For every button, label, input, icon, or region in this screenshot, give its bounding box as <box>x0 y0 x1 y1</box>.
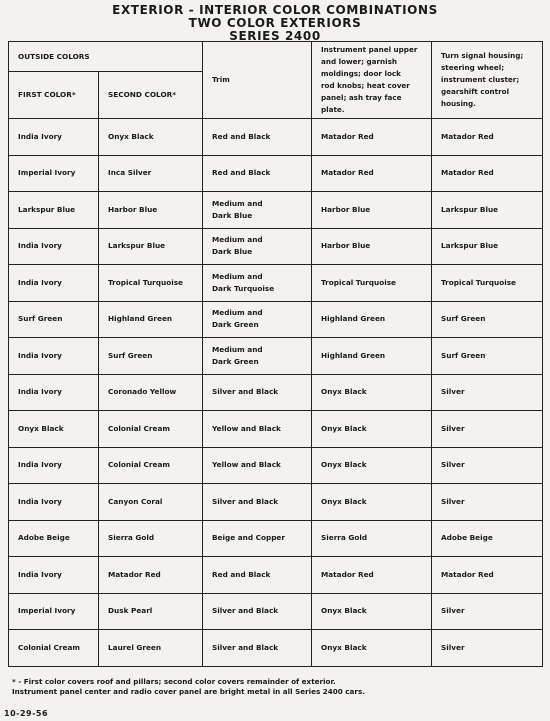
trim-cell <box>203 484 312 521</box>
second-color-cell: Colonial Cream <box>99 411 203 448</box>
second-color-cell: Sierra Gold <box>99 520 203 557</box>
trim-line: Beige and Copper <box>212 533 285 543</box>
trim-line: Silver and Black <box>212 642 279 652</box>
header-line: gearshift control <box>441 87 510 96</box>
panel-color-cell: Onyx Black <box>312 484 432 521</box>
second-color-cell: Surf Green <box>99 338 203 375</box>
trim-cell <box>203 557 312 594</box>
table-row <box>9 630 543 667</box>
table-body <box>9 119 543 667</box>
trim-line: Yellow and Black <box>212 423 281 433</box>
table-row <box>9 520 543 557</box>
trim-cell <box>203 301 312 338</box>
first-color-cell: Adobe Beige <box>9 520 99 557</box>
turn-signal-color-cell: Surf Green <box>432 301 543 338</box>
panel-color-cell: Onyx Black <box>312 630 432 667</box>
turn-signal-color-cell: Adobe Beige <box>432 520 543 557</box>
header-line: plate. <box>321 105 345 114</box>
trim-line: Medium and <box>212 344 263 354</box>
turn-signal-color-cell: Matador Red <box>432 557 543 594</box>
table-row <box>9 338 543 375</box>
trim-cell <box>203 593 312 630</box>
panel-color-cell: Onyx Black <box>312 593 432 630</box>
trim-cell <box>203 155 312 192</box>
second-color-cell: Tropical Turquoise <box>99 265 203 302</box>
turn-signal-color-cell: Silver <box>432 484 543 521</box>
table-row <box>9 557 543 594</box>
turn-signal-color-cell: Silver <box>432 411 543 448</box>
trim-cell <box>203 447 312 484</box>
color-combinations-table <box>8 41 543 667</box>
header-line: steering wheel; <box>441 63 505 72</box>
trim-line: Medium and <box>212 271 263 281</box>
panel-color-cell: Harbor Blue <box>312 192 432 229</box>
trim-line: Medium and <box>212 198 263 208</box>
header-line: rod knobs; heat cover <box>321 81 410 90</box>
footnote-line-2: Instrument panel center and radio cover panel are bright metal in all Series 2400 cars. <box>12 687 365 696</box>
turn-signal-color-cell: Silver <box>432 374 543 411</box>
trim-line: Yellow and Black <box>212 460 281 470</box>
first-color-cell: Colonial Cream <box>9 630 99 667</box>
first-color-cell: India Ivory <box>9 228 99 265</box>
second-color-cell: Matador Red <box>99 557 203 594</box>
second-color-cell: Inca Silver <box>99 155 203 192</box>
first-color-cell: Imperial Ivory <box>9 155 99 192</box>
header-line: housing. <box>441 99 476 108</box>
first-color-cell: Onyx Black <box>9 411 99 448</box>
trim-cell <box>203 338 312 375</box>
panel-color-cell: Harbor Blue <box>312 228 432 265</box>
trim-cell <box>203 411 312 448</box>
turn-signal-color-cell: Matador Red <box>432 119 543 156</box>
second-color-cell: Laurel Green <box>99 630 203 667</box>
first-color-cell: Surf Green <box>9 301 99 338</box>
header-line: panel; ash tray face <box>321 93 402 102</box>
trim-line: Red and Black <box>212 569 271 579</box>
table-row <box>9 265 543 302</box>
header-line: instrument cluster; <box>441 75 520 84</box>
table-row <box>9 484 543 521</box>
page-title: EXTERIOR - INTERIOR COLOR COMBINATIONS <box>112 3 438 17</box>
turn-signal-color-cell: Tropical Turquoise <box>432 265 543 302</box>
panel-color-cell: Onyx Black <box>312 447 432 484</box>
first-color-cell: India Ivory <box>9 265 99 302</box>
turn-signal-color-cell: Matador Red <box>432 155 543 192</box>
second-color-cell: Canyon Coral <box>99 484 203 521</box>
panel-color-cell: Tropical Turquoise <box>312 265 432 302</box>
header-line: and lower; garnish <box>321 57 397 66</box>
table-row <box>9 411 543 448</box>
panel-color-cell: Matador Red <box>312 155 432 192</box>
turn-signal-header <box>432 42 543 119</box>
trim-cell <box>203 228 312 265</box>
page-subtitle: TWO COLOR EXTERIORS <box>188 16 362 30</box>
trim-cell <box>203 119 312 156</box>
first-color-cell: India Ivory <box>9 484 99 521</box>
first-color-cell: Imperial Ivory <box>9 593 99 630</box>
table-row <box>9 301 543 338</box>
trim-header: Trim <box>203 42 312 119</box>
table-row <box>9 155 543 192</box>
trim-line: Red and Black <box>212 168 271 178</box>
second-color-cell: Larkspur Blue <box>99 228 203 265</box>
first-color-cell: India Ivory <box>9 447 99 484</box>
trim-cell <box>203 374 312 411</box>
turn-signal-color-cell: Surf Green <box>432 338 543 375</box>
first-color-cell: India Ivory <box>9 119 99 156</box>
trim-line: Dark Blue <box>212 210 253 220</box>
trim-line: Medium and <box>212 308 263 318</box>
table-row <box>9 119 543 156</box>
trim-line: Silver and Black <box>212 496 279 506</box>
document-date: 10-29-56 <box>4 709 49 718</box>
second-color-cell: Harbor Blue <box>99 192 203 229</box>
table-row <box>9 593 543 630</box>
table-row <box>9 228 543 265</box>
table-row <box>9 374 543 411</box>
panel-color-cell: Onyx Black <box>312 374 432 411</box>
first-color-cell: India Ivory <box>9 557 99 594</box>
panel-color-cell: Matador Red <box>312 557 432 594</box>
panel-color-cell: Highland Green <box>312 301 432 338</box>
panel-color-cell: Onyx Black <box>312 411 432 448</box>
trim-line: Dark Turquoise <box>212 283 275 293</box>
trim-cell <box>203 630 312 667</box>
second-color-cell: Dusk Pearl <box>99 593 203 630</box>
trim-cell <box>203 520 312 557</box>
header-line: Instrument panel upper <box>321 45 418 54</box>
table-row <box>9 192 543 229</box>
trim-line: Red and Black <box>212 131 271 141</box>
second-color-cell: Onyx Black <box>99 119 203 156</box>
second-color-header: SECOND COLOR* <box>99 72 203 119</box>
first-color-cell: India Ivory <box>9 374 99 411</box>
turn-signal-color-cell: Silver <box>432 630 543 667</box>
turn-signal-color-cell: Larkspur Blue <box>432 192 543 229</box>
second-color-cell: Colonial Cream <box>99 447 203 484</box>
trim-line: Silver and Black <box>212 606 279 616</box>
trim-cell <box>203 265 312 302</box>
trim-line: Dark Green <box>212 356 259 366</box>
panel-color-cell: Highland Green <box>312 338 432 375</box>
trim-cell <box>203 192 312 229</box>
turn-signal-color-cell: Silver <box>432 447 543 484</box>
panel-color-cell: Sierra Gold <box>312 520 432 557</box>
trim-line: Medium and <box>212 235 263 245</box>
header-line: Turn signal housing; <box>441 51 524 60</box>
series-label: SERIES 2400 <box>229 29 321 43</box>
first-color-header: FIRST COLOR* <box>9 72 99 119</box>
turn-signal-color-cell: Larkspur Blue <box>432 228 543 265</box>
table-row <box>9 447 543 484</box>
panel-color-cell: Matador Red <box>312 119 432 156</box>
second-color-cell: Coronado Yellow <box>99 374 203 411</box>
outside-colors-header: OUTSIDE COLORS <box>9 42 203 72</box>
panel-header <box>312 42 432 119</box>
turn-signal-color-cell: Silver <box>432 593 543 630</box>
header-line: moldings; door lock <box>321 69 401 78</box>
first-color-cell: Larkspur Blue <box>9 192 99 229</box>
trim-line: Dark Blue <box>212 247 253 257</box>
first-color-cell: India Ivory <box>9 338 99 375</box>
trim-line: Silver and Black <box>212 387 279 397</box>
footnote-line-1: * - First color covers roof and pillars; second color covers remainder of exterior. <box>12 677 336 686</box>
second-color-cell: Highland Green <box>99 301 203 338</box>
trim-line: Dark Green <box>212 320 259 330</box>
